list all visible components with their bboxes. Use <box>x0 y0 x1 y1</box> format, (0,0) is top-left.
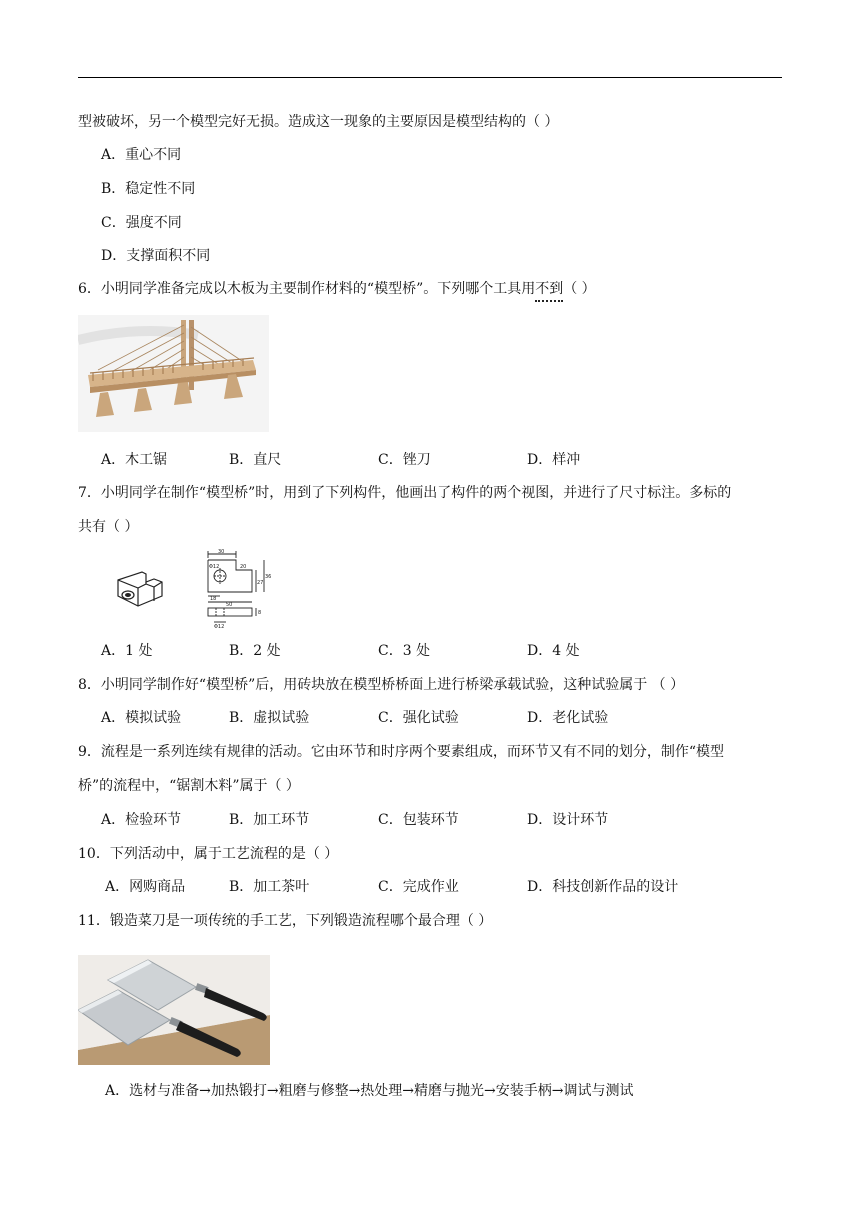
q10-option-d: D．科技创新作品的设计 <box>527 879 679 895</box>
q10-stem: 10．下列活动中，属于工艺流程的是（ ） <box>78 846 339 862</box>
q9-stem-line2: 桥”的流程中，“锯割木料”属于（ ） <box>78 778 300 794</box>
q8-option-c: C．强化试验 <box>378 710 459 726</box>
q8-option-b: B．虚拟试验 <box>229 710 310 726</box>
cleaver-knives-image <box>78 955 270 1065</box>
dim-label-dia12-top: Φ12 <box>209 564 220 570</box>
dim-label-36: 36 <box>265 574 272 580</box>
q9-option-b: B．加工环节 <box>229 812 310 828</box>
bridge-model-image <box>78 315 269 432</box>
q6-option-d: D．样冲 <box>527 452 581 468</box>
q6-option-c: C．锉刀 <box>378 452 431 468</box>
q9-stem-line1: 9．流程是一系列连续有规律的活动。它由环节和时序两个要素组成，而环节又有不同的划分，制作“模型 <box>78 744 725 760</box>
q7-option-c: C．3 处 <box>378 643 431 659</box>
q5-stem: 型被破坏，另一个模型完好无损。造成这一现象的主要原因是模型结构的（ ） <box>78 114 559 130</box>
q10-option-a: A．网购商品 <box>105 879 186 895</box>
q10-option-b: B．加工茶叶 <box>229 879 310 895</box>
q7-option-b: B．2 处 <box>229 643 281 659</box>
q9-option-c: C．包装环节 <box>378 812 459 828</box>
dim-label-27: 27 <box>257 580 264 586</box>
q8-option-d: D．老化试验 <box>527 710 609 726</box>
q9-option-d: D．设计环节 <box>527 812 609 828</box>
dim-label-8: 8 <box>258 610 262 616</box>
q6-stem-tail: （ ） <box>563 281 596 297</box>
dim-label-dia12-bottom: Φ12 <box>214 624 225 630</box>
q6-stem-text: 6．小明同学准备完成以木板为主要制作材料的“模型桥”。下列哪个工具用 <box>78 281 536 297</box>
q6-option-b: B．直尺 <box>229 452 282 468</box>
q7-option-a: A．1 处 <box>101 643 153 659</box>
q7-stem-line2: 共有（ ） <box>78 519 139 535</box>
q11-option-a: A．选材与准备→加热锻打→粗磨与修整→热处理→精磨与抛光→安装手柄→调试与测试 <box>105 1083 634 1099</box>
q10-option-c: C．完成作业 <box>378 879 459 895</box>
part-isometric-view <box>110 568 170 618</box>
q5-option-d: D．支撑面积不同 <box>101 248 211 264</box>
q6-stem-emphasis: 不到 <box>535 279 563 302</box>
q9-option-a: A．检验环节 <box>101 812 182 828</box>
q6-stem <box>78 279 596 302</box>
q8-option-a: A．模拟试验 <box>101 710 182 726</box>
q5-option-c: C．强度不同 <box>101 215 182 231</box>
q5-option-a: A．重心不同 <box>101 147 182 163</box>
dim-label-50: 50 <box>226 602 233 608</box>
dim-label-20: 20 <box>240 564 247 570</box>
q8-stem: 8．小明同学制作好“模型桥”后，用砖块放在模型桥桥面上进行桥梁承载试验，这种试验属于 （ ） <box>78 677 685 693</box>
q6-option-a: A．木工锯 <box>101 452 168 468</box>
dim-label-30: 30 <box>218 549 225 555</box>
q7-stem-line1: 7．小明同学在制作“模型桥”时，用到了下列构件，他画出了构件的两个视图，并进行了尺寸标注。多标的 <box>78 485 732 501</box>
q11-stem: 11．锻造菜刀是一项传统的手工艺，下列锻造流程哪个最合理（ ） <box>78 913 493 929</box>
q7-option-d: D．4 处 <box>527 643 580 659</box>
dim-label-18: 18 <box>210 596 217 602</box>
part-orthographic-drawing <box>196 548 276 630</box>
header-rule <box>78 77 782 78</box>
q5-option-b: B．稳定性不同 <box>101 181 196 197</box>
